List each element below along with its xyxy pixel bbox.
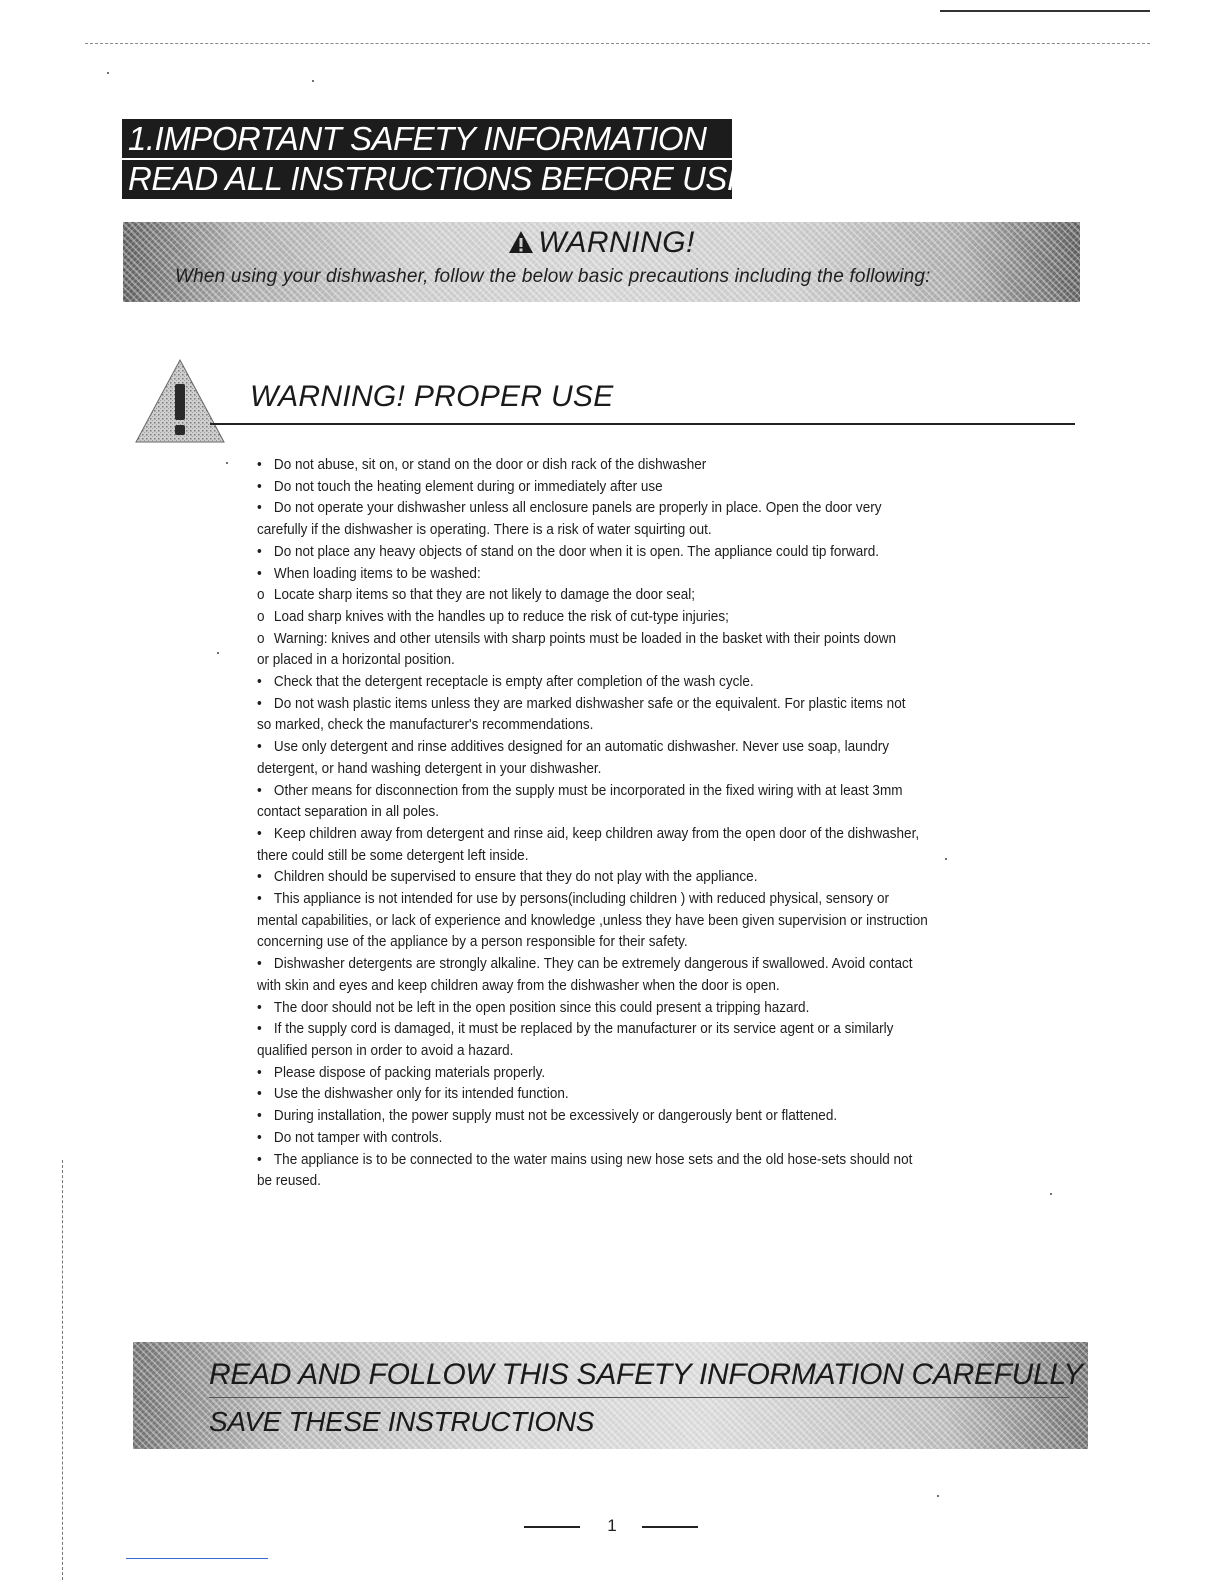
list-item-text: or placed in a horizontal position. <box>257 652 455 669</box>
bullet-icon: • <box>257 782 262 799</box>
list-item-text: carefully if the dishwasher is operating. There is a risk of water squirting out. <box>257 522 712 539</box>
list-item-text: Children should be supervised to ensure that they do not play with the appliance. <box>273 869 758 886</box>
list-item-continuation <box>257 520 1000 542</box>
list-item-continuation <box>257 1041 1000 1063</box>
warning-heading: WARNING! <box>538 226 695 259</box>
circle-bullet-icon: o <box>257 587 265 604</box>
bottom-banner <box>133 1342 1088 1449</box>
list-item-text: so marked, check the manufacturer's recommendations. <box>257 717 594 734</box>
scan-speck <box>107 72 109 74</box>
page-number-dash <box>642 1526 698 1528</box>
list-item-text: Do not place any heavy objects of stand on the door when it is open. The appliance could tip forward. <box>273 543 880 560</box>
list-item-continuation <box>257 1171 1000 1193</box>
circle-bullet-icon: o <box>257 630 265 647</box>
list-item <box>257 1063 1000 1085</box>
section-rule <box>210 423 1075 425</box>
scan-speck <box>937 1495 939 1497</box>
bottom-banner-line-1: READ AND FOLLOW THIS SAFETY INFORMATION CAREFULLY <box>209 1358 1083 1391</box>
list-item-text: If the supply cord is damaged, it must be replaced by the manufacturer or its service agent or a similarly <box>273 1021 894 1038</box>
list-item <box>257 889 1000 911</box>
section-heading: WARNING! PROPER USE <box>250 380 614 413</box>
list-item <box>257 824 1000 846</box>
list-item <box>257 477 1000 499</box>
bullet-icon: • <box>257 825 262 842</box>
list-item-text: This appliance is not intended for use by persons(including children ) with reduced physical, sensory or <box>273 891 889 908</box>
bottom-banner-line-2: SAVE THESE INSTRUCTIONS <box>209 1406 595 1437</box>
list-item-text: there could still be some detergent left inside. <box>257 847 529 864</box>
bullet-icon: • <box>257 1108 262 1125</box>
list-item-text: with skin and eyes and keep children away from the dishwasher when the door is open. <box>257 977 780 994</box>
section-title-block <box>122 119 784 199</box>
scan-dashed-line <box>85 43 1150 44</box>
scan-speck <box>226 462 228 464</box>
list-item <box>257 542 1000 564</box>
bullet-icon: • <box>257 1129 262 1146</box>
list-item-text: Do not touch the heating element during or immediately after use <box>273 478 663 495</box>
bullet-icon: • <box>257 478 262 495</box>
list-item-text: Locate sharp items so that they are not likely to damage the door seal; <box>273 587 696 604</box>
list-item-text: Keep children away from detergent and rinse aid, keep children away from the open door of the dishwasher, <box>273 825 920 842</box>
list-item-text: Check that the detergent receptacle is empty after completion of the wash cycle. <box>273 674 754 691</box>
list-item <box>257 455 1000 477</box>
scan-speck <box>312 80 314 82</box>
list-item-text: Do not operate your dishwasher unless all enclosure panels are properly in place. Open the door very <box>273 500 882 517</box>
list-item-text: Load sharp knives with the handles up to reduce the risk of cut-type injuries; <box>273 608 729 625</box>
list-item <box>257 564 1000 586</box>
scan-speck <box>1050 1193 1052 1195</box>
list-item-text: be reused. <box>257 1173 321 1190</box>
list-item-continuation <box>257 802 1000 824</box>
scan-edge-line <box>940 10 1150 12</box>
list-item-text: Do not tamper with controls. <box>273 1129 443 1146</box>
list-item-continuation <box>257 911 1000 933</box>
list-item-continuation <box>257 715 1000 737</box>
list-item <box>257 694 1000 716</box>
bullet-icon: • <box>257 999 262 1016</box>
list-item-text: Please dispose of packing materials properly. <box>273 1064 546 1081</box>
list-item <box>257 1084 1000 1106</box>
list-item-text: Do not abuse, sit on, or stand on the door or dish rack of the dishwasher <box>273 457 707 473</box>
bullet-icon: • <box>257 1064 262 1081</box>
list-item <box>257 1019 1000 1041</box>
list-item <box>257 607 1000 629</box>
bullet-icon: • <box>257 1151 262 1168</box>
bullet-icon: • <box>257 457 262 473</box>
list-item-continuation <box>257 759 1000 781</box>
list-item-text: detergent, or hand washing detergent in your dishwasher. <box>257 760 602 777</box>
scan-speck <box>217 652 219 654</box>
list-item-text: concerning use of the appliance by a person responsible for their safety. <box>257 934 688 951</box>
warning-banner <box>123 222 1080 302</box>
bullet-icon: • <box>257 869 262 886</box>
list-item-text: Use the dishwasher only for its intended function. <box>273 1086 569 1103</box>
bullet-icon: • <box>257 739 262 756</box>
warning-triangle-icon <box>134 358 226 449</box>
bullet-icon: • <box>257 891 262 908</box>
list-item <box>257 1106 1000 1128</box>
list-item <box>257 867 1000 889</box>
list-item <box>257 1150 1000 1172</box>
circle-bullet-icon: o <box>257 608 265 625</box>
list-item <box>257 781 1000 803</box>
safety-instructions-list <box>257 455 1000 1193</box>
list-item-continuation <box>257 846 1000 868</box>
list-item-text: qualified person in order to avoid a hazard. <box>257 1042 514 1059</box>
warning-subtext: When using your dishwasher, follow the below basic precautions including the following: <box>175 266 931 287</box>
list-item <box>257 954 1000 976</box>
bullet-icon: • <box>257 543 262 560</box>
list-item-text: mental capabilities, or lack of experience and knowledge ,unless they have been given supervision or instruction <box>257 912 928 929</box>
list-item <box>257 1128 1000 1150</box>
page-number-dash <box>524 1526 580 1528</box>
bullet-icon: • <box>257 674 262 691</box>
list-item <box>257 672 1000 694</box>
list-item-text: Do not wash plastic items unless they are marked dishwasher safe or the equivalent. For plastic items not <box>273 695 906 712</box>
list-item <box>257 998 1000 1020</box>
list-item <box>257 585 1000 607</box>
list-item <box>257 737 1000 759</box>
bottom-banner-divider <box>209 1397 1069 1398</box>
bullet-icon: • <box>257 500 262 517</box>
list-item <box>257 498 1000 520</box>
bullet-icon: • <box>257 1021 262 1038</box>
list-item-text: Other means for disconnection from the supply must be incorporated in the fixed wiring with at least 3mm <box>273 782 903 799</box>
page-footer <box>524 1516 704 1540</box>
warning-triangle-icon <box>508 228 534 262</box>
scan-edge-line <box>126 1558 268 1559</box>
list-item-text: Use only detergent and rinse additives designed for an automatic dishwasher. Never use soap, laundry <box>273 739 890 756</box>
list-item-continuation <box>257 650 1000 672</box>
list-item-text: The appliance is to be connected to the water mains using new hose sets and the old hose-sets should not <box>273 1151 913 1168</box>
scan-edge-line <box>62 1160 63 1580</box>
list-item-text: Warning: knives and other utensils with sharp points must be loaded in the basket with their points down <box>273 630 897 647</box>
list-item-text: contact separation in all poles. <box>257 804 439 821</box>
list-item <box>257 629 1000 651</box>
list-item-continuation <box>257 976 1000 998</box>
page-number: 1 <box>607 1516 617 1535</box>
bullet-icon: • <box>257 956 262 973</box>
warning-heading-row <box>123 226 1080 262</box>
list-item-text: During installation, the power supply must not be excessively or dangerously bent or flattened. <box>273 1108 838 1125</box>
bullet-icon: • <box>257 565 262 582</box>
list-item-text: Dishwasher detergents are strongly alkaline. They can be extremely dangerous if swallowed. Avoid contact <box>273 956 913 973</box>
bullet-icon: • <box>257 1086 262 1103</box>
list-item-text: When loading items to be washed: <box>273 565 481 582</box>
list-item-continuation <box>257 932 1000 954</box>
list-item-text: The door should not be left in the open position since this could present a tripping hazard. <box>273 999 810 1016</box>
page-subtitle: READ ALL INSTRUCTIONS BEFORE USING <box>128 160 784 197</box>
bullet-icon: • <box>257 695 262 712</box>
page-title: 1.IMPORTANT SAFETY INFORMATION <box>128 120 707 157</box>
